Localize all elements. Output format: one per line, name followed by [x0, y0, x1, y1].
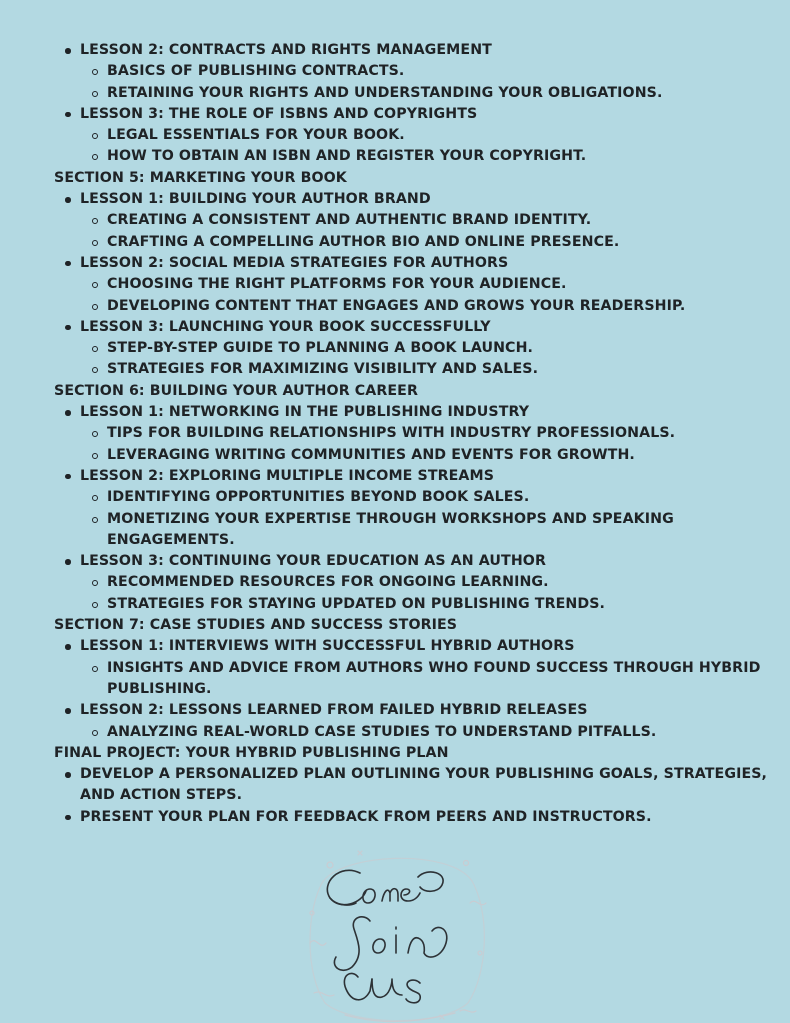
section-heading: SECTION 5: MARKETING YOUR BOOK [54, 169, 347, 186]
lesson-point: BASICS OF PUBLISHING CONTRACTS. [54, 61, 774, 82]
lesson-point: TIPS FOR BUILDING RELATIONSHIPS WITH INDUSTRY PROFESSIONALS. [54, 423, 774, 444]
lesson-item: LESSON 3: CONTINUING YOUR EDUCATION AS AN AUTHOR [54, 551, 774, 572]
lesson-point: HOW TO OBTAIN AN ISBN AND REGISTER YOUR COPYRIGHT. [54, 146, 774, 167]
lesson-point: DEVELOPING CONTENT THAT ENGAGES AND GROWS YOUR READERSHIP. [54, 296, 774, 317]
lesson-point: RECOMMENDED RESOURCES FOR ONGOING LEARNING. [54, 572, 774, 593]
lesson-point: IDENTIFYING OPPORTUNITIES BEYOND BOOK SALES. [54, 487, 774, 508]
lesson-item: LESSON 2: EXPLORING MULTIPLE INCOME STREAMS [54, 466, 774, 487]
lesson-item: LESSON 2: CONTRACTS AND RIGHTS MANAGEMENT [54, 40, 774, 61]
lesson-item: LESSON 3: THE ROLE OF ISBNS AND COPYRIGHTS [54, 104, 774, 125]
lesson-point: RETAINING YOUR RIGHTS AND UNDERSTANDING YOUR OBLIGATIONS. [54, 83, 774, 104]
section-heading: SECTION 7: CASE STUDIES AND SUCCESS STORIES [54, 617, 458, 634]
lesson-point: STEP-BY-STEP GUIDE TO PLANNING A BOOK LAUNCH. [54, 338, 774, 359]
lesson-point: ANALYZING REAL-WORLD CASE STUDIES TO UNDERSTAND PITFALLS. [54, 722, 774, 743]
lesson-item: LESSON 1: INTERVIEWS WITH SUCCESSFUL HYBRID AUTHORS [54, 636, 774, 657]
lesson-point: CREATING A CONSISTENT AND AUTHENTIC BRAND IDENTITY. [54, 210, 774, 231]
lesson-item: PRESENT YOUR PLAN FOR FEEDBACK FROM PEERS AND INSTRUCTORS. [54, 807, 774, 828]
lesson-point: CHOOSING THE RIGHT PLATFORMS FOR YOUR AUDIENCE. [54, 274, 774, 295]
section-heading: FINAL PROJECT: YOUR HYBRID PUBLISHING PLAN [54, 744, 449, 761]
course-outline [54, 40, 774, 828]
lesson-item: LESSON 2: SOCIAL MEDIA STRATEGIES FOR AUTHORS [54, 253, 774, 274]
section-heading: SECTION 6: BUILDING YOUR AUTHOR CAREER [54, 382, 418, 399]
come-join-us-emblem [300, 843, 492, 1023]
lesson-point: STRATEGIES FOR MAXIMIZING VISIBILITY AND SALES. [54, 359, 774, 380]
lesson-point: STRATEGIES FOR STAYING UPDATED ON PUBLISHING TRENDS. [54, 594, 774, 615]
lesson-point: INSIGHTS AND ADVICE FROM AUTHORS WHO FOUND SUCCESS THROUGH HYBRID PUBLISHING. [54, 658, 774, 701]
lesson-point: MONETIZING YOUR EXPERTISE THROUGH WORKSHOPS AND SPEAKING ENGAGEMENTS. [54, 509, 774, 552]
lesson-point: LEVERAGING WRITING COMMUNITIES AND EVENTS FOR GROWTH. [54, 445, 774, 466]
lesson-item: LESSON 3: LAUNCHING YOUR BOOK SUCCESSFULLY [54, 317, 774, 338]
lesson-item: LESSON 1: BUILDING YOUR AUTHOR BRAND [54, 189, 774, 210]
lesson-point: CRAFTING A COMPELLING AUTHOR BIO AND ONLINE PRESENCE. [54, 232, 774, 253]
lesson-point: LEGAL ESSENTIALS FOR YOUR BOOK. [54, 125, 774, 146]
lesson-item: DEVELOP A PERSONALIZED PLAN OUTLINING YOUR PUBLISHING GOALS, STRATEGIES, AND ACTION STEPS. [54, 764, 774, 807]
lesson-item: LESSON 2: LESSONS LEARNED FROM FAILED HYBRID RELEASES [54, 700, 774, 721]
lesson-item: LESSON 1: NETWORKING IN THE PUBLISHING INDUSTRY [54, 402, 774, 423]
